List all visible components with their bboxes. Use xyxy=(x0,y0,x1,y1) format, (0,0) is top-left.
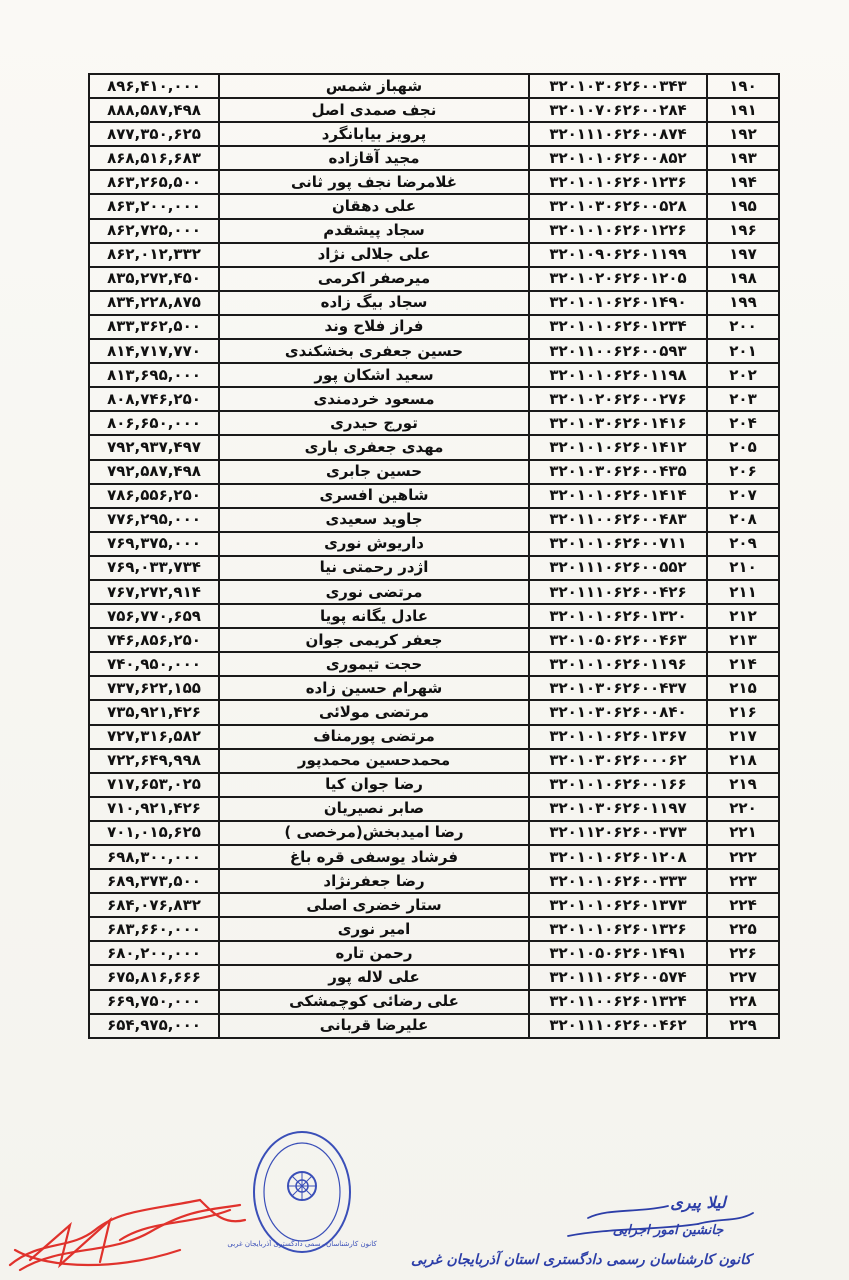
expert-name: سجاد بیگ زاده xyxy=(219,291,529,315)
row-number: ۲۱۰ xyxy=(707,556,779,580)
expert-name: فرشاد یوسفی قره باغ xyxy=(219,845,529,869)
expert-code: ۳۲۰۱۱۰۰۶۲۶۰۰۵۹۳ xyxy=(529,339,707,363)
expert-name: علی رضائی کوچمشکی xyxy=(219,990,529,1014)
expert-name: فراز فلاح وند xyxy=(219,315,529,339)
row-number: ۱۹۳ xyxy=(707,146,779,170)
table-row xyxy=(89,219,779,243)
expert-code: ۳۲۰۱۰۳۰۶۲۶۰۰۰۶۲ xyxy=(529,749,707,773)
row-number: ۱۹۸ xyxy=(707,267,779,291)
expert-name: رحمن تاره xyxy=(219,941,529,965)
row-number: ۲۲۰ xyxy=(707,797,779,821)
amount: ۸۶۲,۰۱۲,۳۳۲ xyxy=(89,243,219,267)
amount: ۷۲۲,۶۴۹,۹۹۸ xyxy=(89,749,219,773)
row-number: ۲۱۶ xyxy=(707,700,779,724)
amount: ۶۹۸,۳۰۰,۰۰۰ xyxy=(89,845,219,869)
signatory-name: لیلا پیری xyxy=(670,1193,726,1212)
expert-name: علیرضا قربانی xyxy=(219,1014,529,1038)
expert-name: صابر نصیریان xyxy=(219,797,529,821)
expert-name: تورج حیدری xyxy=(219,411,529,435)
table-row xyxy=(89,339,779,363)
table-row xyxy=(89,869,779,893)
expert-code: ۳۲۰۱۰۱۰۶۲۶۰۰۷۱۱ xyxy=(529,532,707,556)
expert-code: ۳۲۰۱۰۲۰۶۲۶۰۱۲۰۵ xyxy=(529,267,707,291)
amount: ۷۵۶,۷۷۰,۶۵۹ xyxy=(89,604,219,628)
expert-code: ۳۲۰۱۰۱۰۶۲۶۰۰۱۶۶ xyxy=(529,773,707,797)
row-number: ۲۱۷ xyxy=(707,725,779,749)
expert-code: ۳۲۰۱۰۱۰۶۲۶۰۱۴۱۴ xyxy=(529,484,707,508)
expert-name: رضا امیدبخش(مرخصی ) xyxy=(219,821,529,845)
row-number: ۲۰۱ xyxy=(707,339,779,363)
row-number: ۲۱۲ xyxy=(707,604,779,628)
expert-code: ۳۲۰۱۱۱۰۶۲۶۰۰۴۶۲ xyxy=(529,1014,707,1038)
table-row xyxy=(89,74,779,98)
expert-name: پرویز بیابانگرد xyxy=(219,122,529,146)
amount: ۸۱۴,۷۱۷,۷۷۰ xyxy=(89,339,219,363)
row-number: ۲۱۱ xyxy=(707,580,779,604)
amount: ۷۰۱,۰۱۵,۶۲۵ xyxy=(89,821,219,845)
expert-name: مهدی جعفری باری xyxy=(219,435,529,459)
expert-code: ۳۲۰۱۰۳۰۶۲۶۰۰۴۳۷ xyxy=(529,676,707,700)
table-row xyxy=(89,122,779,146)
amount: ۸۳۴,۲۲۸,۸۷۵ xyxy=(89,291,219,315)
expert-code: ۳۲۰۱۱۱۰۶۲۶۰۰۵۵۲ xyxy=(529,556,707,580)
table-row xyxy=(89,749,779,773)
row-number: ۱۹۶ xyxy=(707,219,779,243)
amount: ۸۶۸,۵۱۶,۶۸۳ xyxy=(89,146,219,170)
expert-code: ۳۲۰۱۰۳۰۶۲۶۰۰۸۴۰ xyxy=(529,700,707,724)
row-number: ۲۱۸ xyxy=(707,749,779,773)
table-row xyxy=(89,941,779,965)
amount: ۷۲۷,۳۱۶,۵۸۲ xyxy=(89,725,219,749)
amount: ۷۳۵,۹۲۱,۴۲۶ xyxy=(89,700,219,724)
row-number: ۲۲۷ xyxy=(707,965,779,989)
table-row xyxy=(89,845,779,869)
table-row xyxy=(89,243,779,267)
expert-name: جاوید سعیدی xyxy=(219,508,529,532)
table-row xyxy=(89,435,779,459)
expert-code: ۳۲۰۱۱۱۰۶۲۶۰۰۵۷۴ xyxy=(529,965,707,989)
expert-code: ۳۲۰۱۰۵۰۶۲۶۰۱۴۹۱ xyxy=(529,941,707,965)
amount: ۷۱۰,۹۲۱,۴۲۶ xyxy=(89,797,219,821)
row-number: ۱۹۷ xyxy=(707,243,779,267)
blue-signature xyxy=(548,1188,758,1258)
table-row xyxy=(89,893,779,917)
expert-name: امیر نوری xyxy=(219,917,529,941)
expert-name: علی جلالی نژاد xyxy=(219,243,529,267)
amount: ۷۱۷,۶۵۳,۰۲۵ xyxy=(89,773,219,797)
amount: ۶۷۵,۸۱۶,۶۶۶ xyxy=(89,965,219,989)
expert-name: حسین جابری xyxy=(219,460,529,484)
expert-code: ۳۲۰۱۰۳۰۶۲۶۰۰۳۴۳ xyxy=(529,74,707,98)
row-number: ۱۹۵ xyxy=(707,194,779,218)
amount: ۷۶۹,۰۳۳,۷۳۴ xyxy=(89,556,219,580)
expert-name: شهرام حسین زاده xyxy=(219,676,529,700)
amount: ۸۷۷,۳۵۰,۶۲۵ xyxy=(89,122,219,146)
row-number: ۲۱۵ xyxy=(707,676,779,700)
expert-code: ۳۲۰۱۰۷۰۶۲۶۰۰۲۸۴ xyxy=(529,98,707,122)
table-row xyxy=(89,917,779,941)
expert-name: شهباز شمس xyxy=(219,74,529,98)
expert-code: ۳۲۰۱۰۱۰۶۲۶۰۱۲۲۶ xyxy=(529,219,707,243)
expert-code: ۳۲۰۱۰۱۰۶۲۶۰۱۱۹۸ xyxy=(529,363,707,387)
table-row xyxy=(89,604,779,628)
table-row xyxy=(89,508,779,532)
table-row xyxy=(89,821,779,845)
table-row xyxy=(89,700,779,724)
expert-name: سجاد پیشقدم xyxy=(219,219,529,243)
amount: ۶۵۴,۹۷۵,۰۰۰ xyxy=(89,1014,219,1038)
expert-name: مرتضی پورمناف xyxy=(219,725,529,749)
row-number: ۲۰۲ xyxy=(707,363,779,387)
official-stamp xyxy=(227,1128,377,1256)
row-number: ۲۲۶ xyxy=(707,941,779,965)
amount: ۶۸۰,۲۰۰,۰۰۰ xyxy=(89,941,219,965)
expert-code: ۳۲۰۱۰۱۰۶۲۶۰۱۳۲۶ xyxy=(529,917,707,941)
amount: ۷۳۷,۶۲۲,۱۵۵ xyxy=(89,676,219,700)
table-row xyxy=(89,315,779,339)
row-number: ۲۱۹ xyxy=(707,773,779,797)
table-row xyxy=(89,267,779,291)
expert-name: رضا جعفرنژاد xyxy=(219,869,529,893)
row-number: ۱۹۲ xyxy=(707,122,779,146)
amount: ۷۸۶,۵۵۶,۲۵۰ xyxy=(89,484,219,508)
table-row xyxy=(89,387,779,411)
row-number: ۲۰۸ xyxy=(707,508,779,532)
table-row xyxy=(89,363,779,387)
row-number: ۲۰۹ xyxy=(707,532,779,556)
table-row xyxy=(89,98,779,122)
amount: ۸۰۸,۷۴۶,۲۵۰ xyxy=(89,387,219,411)
expert-code: ۳۲۰۱۰۳۰۶۲۶۰۱۴۱۶ xyxy=(529,411,707,435)
expert-code: ۳۲۰۱۰۱۰۶۲۶۰۱۲۰۸ xyxy=(529,845,707,869)
table-row xyxy=(89,965,779,989)
table-row xyxy=(89,484,779,508)
expert-name: سعید اشکان پور xyxy=(219,363,529,387)
expert-code: ۳۲۰۱۰۲۰۶۲۶۰۰۲۷۶ xyxy=(529,387,707,411)
amount: ۷۹۲,۹۳۷,۴۹۷ xyxy=(89,435,219,459)
table-row xyxy=(89,725,779,749)
row-number: ۱۹۰ xyxy=(707,74,779,98)
row-number: ۲۲۴ xyxy=(707,893,779,917)
red-signature xyxy=(0,1170,250,1280)
table-row xyxy=(89,532,779,556)
expert-code: ۳۲۰۱۱۱۰۶۲۶۰۰۸۷۴ xyxy=(529,122,707,146)
expert-name: علی لاله پور xyxy=(219,965,529,989)
amount: ۸۳۳,۳۶۲,۵۰۰ xyxy=(89,315,219,339)
stamp-text: کانون کارشناسان رسمی دادگستری آذربایجان غربی xyxy=(227,1240,377,1248)
amount: ۸۳۵,۲۷۲,۴۵۰ xyxy=(89,267,219,291)
expert-code: ۳۲۰۱۰۵۰۶۲۶۰۰۴۶۳ xyxy=(529,628,707,652)
amount: ۸۹۶,۴۱۰,۰۰۰ xyxy=(89,74,219,98)
row-number: ۲۰۴ xyxy=(707,411,779,435)
expert-code: ۳۲۰۱۱۰۰۶۲۶۰۱۳۲۴ xyxy=(529,990,707,1014)
row-number: ۲۱۴ xyxy=(707,652,779,676)
table-row xyxy=(89,580,779,604)
expert-code: ۳۲۰۱۰۳۰۶۲۶۰۰۴۳۵ xyxy=(529,460,707,484)
expert-name: جعفر کریمی جوان xyxy=(219,628,529,652)
table-row xyxy=(89,773,779,797)
expert-code: ۳۲۰۱۰۱۰۶۲۶۰۱۳۷۳ xyxy=(529,893,707,917)
expert-name: حسین جعفری بخشکندی xyxy=(219,339,529,363)
expert-code: ۳۲۰۱۰۱۰۶۲۶۰۱۱۹۶ xyxy=(529,652,707,676)
expert-code: ۳۲۰۱۰۳۰۶۲۶۰۱۱۹۷ xyxy=(529,797,707,821)
row-number: ۲۰۶ xyxy=(707,460,779,484)
expert-code: ۳۲۰۱۰۱۰۶۲۶۰۱۲۳۶ xyxy=(529,170,707,194)
row-number: ۲۰۳ xyxy=(707,387,779,411)
expert-name: حجت تیموری xyxy=(219,652,529,676)
amount: ۸۶۳,۲۰۰,۰۰۰ xyxy=(89,194,219,218)
expert-name: غلامرضا نجف پور ثانی xyxy=(219,170,529,194)
expert-code: ۳۲۰۱۰۱۰۶۲۶۰۱۳۶۷ xyxy=(529,725,707,749)
table-row xyxy=(89,194,779,218)
table-row xyxy=(89,990,779,1014)
expert-name: داریوش نوری xyxy=(219,532,529,556)
expert-code: ۳۲۰۱۰۱۰۶۲۶۰۱۳۲۰ xyxy=(529,604,707,628)
expert-name: ستار خضری اصلی xyxy=(219,893,529,917)
expert-code: ۳۲۰۱۱۰۰۶۲۶۰۰۴۸۳ xyxy=(529,508,707,532)
expert-name: عادل یگانه پویا xyxy=(219,604,529,628)
expert-name: شاهین افسری xyxy=(219,484,529,508)
experts-table xyxy=(88,73,780,1039)
row-number: ۲۲۹ xyxy=(707,1014,779,1038)
table-row xyxy=(89,556,779,580)
amount: ۷۴۰,۹۵۰,۰۰۰ xyxy=(89,652,219,676)
amount: ۷۹۲,۵۸۷,۴۹۸ xyxy=(89,460,219,484)
organization-line: کانون کارشناسان رسمی دادگستری استان آذربایجان غربی xyxy=(411,1252,751,1268)
expert-name: رضا جوان کیا xyxy=(219,773,529,797)
amount: ۷۶۷,۲۷۲,۹۱۴ xyxy=(89,580,219,604)
expert-code: ۳۲۰۱۰۱۰۶۲۶۰۱۴۹۰ xyxy=(529,291,707,315)
table-row xyxy=(89,170,779,194)
expert-name: اژدر رحمتی نیا xyxy=(219,556,529,580)
expert-name: محمدحسین محمدپور xyxy=(219,749,529,773)
table-row xyxy=(89,628,779,652)
amount: ۶۸۹,۳۷۳,۵۰۰ xyxy=(89,869,219,893)
expert-code: ۳۲۰۱۱۲۰۶۲۶۰۰۳۷۳ xyxy=(529,821,707,845)
table-row xyxy=(89,1014,779,1038)
amount: ۷۶۹,۳۷۵,۰۰۰ xyxy=(89,532,219,556)
amount: ۶۸۳,۶۶۰,۰۰۰ xyxy=(89,917,219,941)
expert-name: مسعود خردمندی xyxy=(219,387,529,411)
expert-code: ۳۲۰۱۰۱۰۶۲۶۰۰۳۳۳ xyxy=(529,869,707,893)
expert-code: ۳۲۰۱۰۱۰۶۲۶۰۱۲۳۴ xyxy=(529,315,707,339)
row-number: ۲۲۱ xyxy=(707,821,779,845)
table-row xyxy=(89,411,779,435)
amount: ۸۸۸,۵۸۷,۴۹۸ xyxy=(89,98,219,122)
table-row xyxy=(89,676,779,700)
expert-name: میرصفر اکرمی xyxy=(219,267,529,291)
amount: ۶۶۹,۷۵۰,۰۰۰ xyxy=(89,990,219,1014)
row-number: ۲۲۲ xyxy=(707,845,779,869)
row-number: ۱۹۹ xyxy=(707,291,779,315)
table-row xyxy=(89,460,779,484)
amount: ۷۴۶,۸۵۶,۲۵۰ xyxy=(89,628,219,652)
signatory-role: جانشین امور اجرایی xyxy=(612,1223,724,1238)
amount: ۷۷۶,۲۹۵,۰۰۰ xyxy=(89,508,219,532)
table-row xyxy=(89,291,779,315)
table-row xyxy=(89,797,779,821)
amount: ۸۶۲,۷۲۵,۰۰۰ xyxy=(89,219,219,243)
expert-name: مرتضی نوری xyxy=(219,580,529,604)
expert-code: ۳۲۰۱۰۱۰۶۲۶۰۰۸۵۲ xyxy=(529,146,707,170)
expert-name: نجف صمدی اصل xyxy=(219,98,529,122)
expert-code: ۳۲۰۱۰۹۰۶۲۶۰۱۱۹۹ xyxy=(529,243,707,267)
amount: ۸۱۳,۶۹۵,۰۰۰ xyxy=(89,363,219,387)
expert-code: ۳۲۰۱۰۱۰۶۲۶۰۱۴۱۲ xyxy=(529,435,707,459)
table-row xyxy=(89,652,779,676)
row-number: ۲۲۵ xyxy=(707,917,779,941)
expert-code: ۳۲۰۱۰۳۰۶۲۶۰۰۵۲۸ xyxy=(529,194,707,218)
row-number: ۲۰۰ xyxy=(707,315,779,339)
expert-code: ۳۲۰۱۱۱۰۶۲۶۰۰۴۲۶ xyxy=(529,580,707,604)
amount: ۸۰۶,۶۵۰,۰۰۰ xyxy=(89,411,219,435)
amount: ۶۸۴,۰۷۶,۸۳۲ xyxy=(89,893,219,917)
amount: ۸۶۳,۲۶۵,۵۰۰ xyxy=(89,170,219,194)
expert-name: علی دهقان xyxy=(219,194,529,218)
row-number: ۲۲۳ xyxy=(707,869,779,893)
row-number: ۲۰۵ xyxy=(707,435,779,459)
expert-name: مجید آقازاده xyxy=(219,146,529,170)
row-number: ۲۲۸ xyxy=(707,990,779,1014)
row-number: ۲۱۳ xyxy=(707,628,779,652)
table-row xyxy=(89,146,779,170)
row-number: ۲۰۷ xyxy=(707,484,779,508)
expert-name: مرتضی مولائی xyxy=(219,700,529,724)
row-number: ۱۹۱ xyxy=(707,98,779,122)
row-number: ۱۹۴ xyxy=(707,170,779,194)
